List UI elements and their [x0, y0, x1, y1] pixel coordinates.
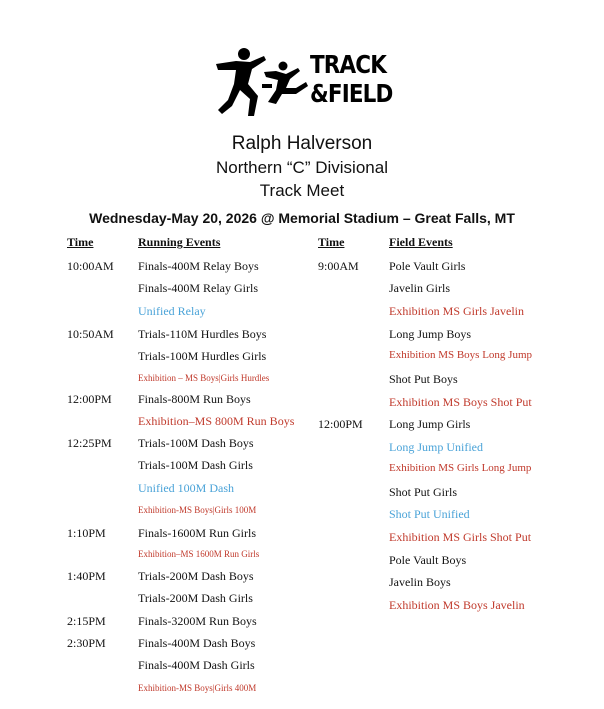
- field-event-exhibition: Exhibition MS Boys Javelin: [389, 598, 525, 612]
- field-event-exhibition: Exhibition MS Girls Javelin: [389, 304, 524, 318]
- running-time: 12:25PM: [67, 436, 112, 450]
- running-event-exhibition: Exhibition – MS Boys|Girls Hurdles: [138, 373, 270, 383]
- running-time-header: Time: [67, 235, 94, 249]
- running-time: 10:50AM: [67, 327, 114, 341]
- running-event-exhibition: Exhibition-MS Boys|Girls 100M: [138, 505, 257, 515]
- field-event: Long Jump Girls: [389, 417, 471, 431]
- field-event-unified: Long Jump Unified: [389, 440, 483, 454]
- running-event: Finals-800M Run Boys: [138, 392, 251, 406]
- field-event-unified: Shot Put Unified: [389, 507, 470, 521]
- field-time: 9:00AM: [318, 259, 359, 273]
- running-event: Finals-400M Dash Boys: [138, 636, 256, 650]
- field-event: Shot Put Boys: [389, 372, 458, 386]
- field-event: Pole Vault Girls: [389, 259, 466, 273]
- field-time: 12:00PM: [318, 417, 363, 431]
- running-event: Finals-3200M Run Boys: [138, 614, 257, 628]
- running-event-unified: Unified Relay: [138, 304, 206, 318]
- meet-name: Ralph Halverson: [231, 133, 373, 154]
- running-event: Trials-100M Dash Girls: [138, 458, 253, 472]
- running-event: Trials-110M Hurdles Boys: [138, 327, 267, 341]
- runner-silhouette-icon: [206, 44, 310, 124]
- running-event: Trials-200M Dash Girls: [138, 591, 253, 605]
- meet-date-location: Wednesday-May 20, 2026 @ Memorial Stadium – Great Falls, MT: [89, 210, 515, 226]
- meet-division: Northern “C” Divisional: [216, 158, 388, 177]
- field-event-exhibition: Exhibition MS Girls Long Jump: [389, 462, 532, 474]
- logo-line-1: TRACK: [310, 50, 387, 79]
- track-field-logo: [206, 44, 396, 124]
- field-time-header: Time: [318, 235, 345, 249]
- running-event-exhibition: Exhibition–MS 800M Run Boys: [138, 414, 295, 428]
- field-event-exhibition: Exhibition MS Girls Shot Put: [389, 530, 532, 544]
- field-event: Long Jump Boys: [389, 327, 472, 341]
- field-event-exhibition: Exhibition MS Boys Shot Put: [389, 395, 532, 409]
- running-event-exhibition: Exhibition–MS 1600M Run Girls: [138, 549, 260, 559]
- running-time: 1:10PM: [67, 526, 106, 540]
- field-event-exhibition: Exhibition MS Boys Long Jump: [389, 349, 533, 361]
- running-event: Finals-400M Relay Girls: [138, 281, 258, 295]
- meet-title: Track Meet: [259, 181, 345, 200]
- running-time: 2:30PM: [67, 636, 106, 650]
- running-time: 10:00AM: [67, 259, 114, 273]
- field-events-header: Field Events: [389, 235, 453, 249]
- running-event: Trials-100M Hurdles Girls: [138, 349, 267, 363]
- running-event: Trials-200M Dash Boys: [138, 569, 254, 583]
- logo-line-2: &FIELD: [310, 79, 393, 108]
- running-event-exhibition: Exhibition-MS Boys|Girls 400M: [138, 683, 257, 693]
- field-event: Javelin Girls: [389, 281, 450, 295]
- running-event: Finals-400M Relay Boys: [138, 259, 259, 273]
- running-event-unified: Unified 100M Dash: [138, 481, 234, 495]
- running-time: 2:15PM: [67, 614, 106, 628]
- running-time: 1:40PM: [67, 569, 106, 583]
- running-events-header: Running Events: [138, 235, 221, 249]
- field-event: Javelin Boys: [389, 575, 451, 589]
- running-event: Finals-400M Dash Girls: [138, 658, 255, 672]
- field-event: Pole Vault Boys: [389, 553, 467, 567]
- running-time: 12:00PM: [67, 392, 112, 406]
- running-event: Trials-100M Dash Boys: [138, 436, 254, 450]
- field-event: Shot Put Girls: [389, 485, 458, 499]
- running-event: Finals-1600M Run Girls: [138, 526, 257, 540]
- logo-wordmark: [310, 50, 393, 108]
